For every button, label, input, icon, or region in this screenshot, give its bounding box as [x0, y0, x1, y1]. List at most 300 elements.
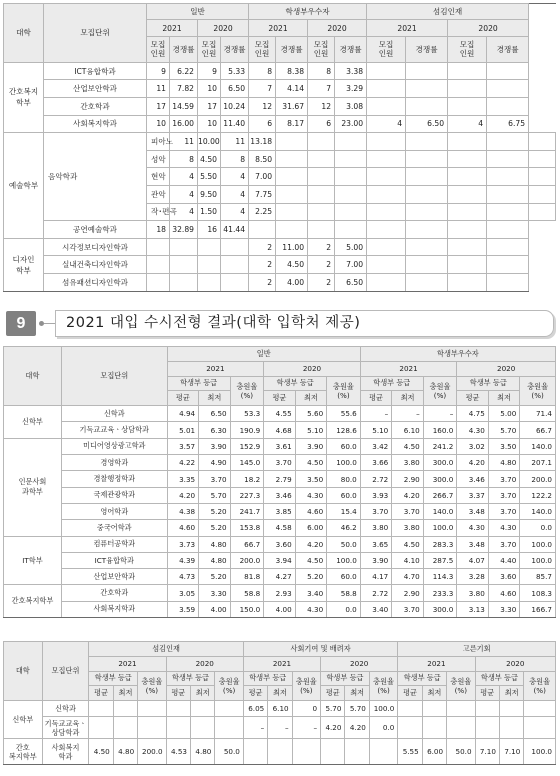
- header-fill-rate: 충원율 (%): [292, 671, 320, 701]
- data-cell: 4.14: [276, 80, 308, 98]
- data-cell: [406, 150, 448, 168]
- header-fill-rate: 충원율 (%): [369, 671, 397, 701]
- table-row: [4, 536, 556, 552]
- data-cell: 3.30: [488, 601, 520, 617]
- data-cell: [422, 717, 446, 739]
- table-row: [4, 503, 556, 519]
- data-cell: [448, 133, 487, 151]
- header-grade: 학생부 등급: [243, 671, 292, 686]
- header-year: 2020: [264, 361, 361, 376]
- data-cell: 1.50: [198, 203, 221, 221]
- data-cell: 6.05: [243, 701, 267, 717]
- data-cell: [147, 273, 170, 291]
- data-cell: 18.2: [230, 471, 264, 487]
- section-number: 9: [6, 311, 36, 336]
- data-cell: 4.20: [345, 717, 369, 739]
- data-cell: 5.50: [198, 168, 221, 186]
- header-min: 최저: [422, 686, 446, 701]
- dept-cell: 인문사회 과학부: [4, 438, 62, 536]
- data-cell: [308, 185, 335, 203]
- data-cell: 3.38: [335, 62, 367, 80]
- data-cell: [367, 133, 406, 151]
- program-name: 작･편곡: [147, 203, 170, 221]
- data-cell: 4.20: [295, 536, 327, 552]
- data-cell: 100.0: [369, 701, 397, 717]
- data-cell: 4.00: [276, 273, 308, 291]
- program-name: 현악: [147, 168, 170, 186]
- data-cell: 3.57: [167, 438, 199, 454]
- data-cell: [147, 256, 170, 274]
- data-cell: 283.3: [423, 536, 457, 552]
- data-cell: 12: [249, 97, 276, 115]
- table-row: [4, 238, 556, 256]
- data-cell: 3.40: [360, 601, 392, 617]
- data-cell: 4.39: [167, 552, 199, 568]
- data-cell: [367, 62, 406, 80]
- data-cell: [499, 701, 523, 717]
- data-cell: 3.80: [392, 520, 424, 536]
- data-cell: 241.7: [230, 503, 264, 519]
- admission-table-2: [3, 346, 556, 618]
- data-cell: 3.90: [295, 438, 327, 454]
- header-quota: 모집 인원: [367, 36, 406, 62]
- data-cell: [448, 168, 487, 186]
- header-unit: 모집단위: [61, 347, 167, 406]
- header-min: 최저: [392, 391, 424, 406]
- data-cell: [487, 185, 529, 203]
- data-cell: 0: [292, 701, 320, 717]
- header-general: 일반: [167, 347, 360, 362]
- dept-cell: 간호복지학부: [4, 585, 62, 618]
- header-min: 최저: [488, 391, 520, 406]
- data-cell: [367, 273, 406, 291]
- data-cell: 7.75: [249, 185, 276, 203]
- data-cell: [448, 185, 487, 203]
- data-cell: [406, 80, 448, 98]
- data-cell: [335, 150, 367, 168]
- data-cell: 11.40: [221, 115, 249, 133]
- data-cell: 10: [198, 80, 221, 98]
- program-name: 산업보안학과: [61, 569, 167, 585]
- data-cell: 8.50: [249, 150, 276, 168]
- data-cell: 4.07: [457, 552, 489, 568]
- data-cell: [308, 221, 335, 239]
- data-cell: 4: [170, 185, 198, 203]
- header-dept: 대학: [4, 347, 62, 406]
- header-competition: 경쟁률: [170, 36, 198, 62]
- data-cell: 4.50: [295, 455, 327, 471]
- data-cell: 2: [308, 238, 335, 256]
- data-cell: 6.10: [392, 422, 424, 438]
- data-cell: [448, 273, 487, 291]
- data-cell: 241.2: [423, 438, 457, 454]
- data-cell: 8: [249, 62, 276, 80]
- data-cell: [308, 150, 335, 168]
- data-cell: 200.0: [230, 552, 264, 568]
- program-name: 사회복지학과: [61, 601, 167, 617]
- data-cell: 5.00: [335, 238, 367, 256]
- header-fill-rate: 충원율 (%): [327, 376, 361, 406]
- data-cell: 3.90: [360, 552, 392, 568]
- table-row: [4, 455, 556, 471]
- data-cell: 160.0: [423, 422, 457, 438]
- data-cell: 7: [308, 80, 335, 98]
- data-cell: 9: [147, 62, 170, 80]
- data-cell: 300.0: [423, 471, 457, 487]
- header-excellent-student: 학생부우수자: [360, 347, 555, 362]
- data-cell: 100.0: [520, 552, 556, 568]
- data-cell: [276, 168, 308, 186]
- data-cell: 200.0: [138, 739, 166, 765]
- header-unit: 모집단위: [44, 4, 147, 63]
- data-cell: 5.70: [488, 422, 520, 438]
- header-year: 2021: [398, 656, 475, 671]
- data-cell: 71.4: [520, 406, 556, 422]
- header-grade: 학생부 등급: [264, 376, 327, 391]
- header-year: 2021: [360, 361, 457, 376]
- data-cell: [448, 203, 487, 221]
- data-cell: [292, 739, 320, 765]
- data-cell: 10: [198, 115, 221, 133]
- data-cell: 4.20: [392, 487, 424, 503]
- header-grade: 학생부 등급: [360, 376, 423, 391]
- data-cell: 0.0: [369, 717, 397, 739]
- table-row: [4, 701, 556, 717]
- section-header: [3, 308, 556, 338]
- table-row: [4, 97, 556, 115]
- data-cell: 4.60: [167, 520, 199, 536]
- data-cell: 4: [221, 203, 249, 221]
- data-cell: 5.70: [345, 701, 369, 717]
- data-cell: –: [268, 717, 292, 739]
- data-cell: [406, 238, 448, 256]
- data-cell: 2.72: [360, 471, 392, 487]
- data-cell: [89, 717, 113, 739]
- data-cell: 81.8: [230, 569, 264, 585]
- data-cell: 3.85: [264, 503, 296, 519]
- header-dept: 대학: [4, 4, 44, 63]
- header-dept: 대학: [4, 642, 43, 701]
- data-cell: 4.90: [199, 455, 231, 471]
- data-cell: 4.55: [264, 406, 296, 422]
- header-year: 2021: [243, 656, 320, 671]
- data-cell: [221, 256, 249, 274]
- data-cell: 4.10: [392, 552, 424, 568]
- table-row: [4, 601, 556, 617]
- data-cell: 5.20: [199, 503, 231, 519]
- data-cell: 7.00: [335, 256, 367, 274]
- data-cell: [191, 701, 215, 717]
- data-cell: [308, 168, 335, 186]
- data-cell: 4.80: [191, 739, 215, 765]
- data-cell: 7.82: [170, 80, 198, 98]
- table-row: [4, 471, 556, 487]
- data-cell: 6.75: [487, 115, 529, 133]
- header-fill-rate: 충원율 (%): [524, 671, 556, 701]
- header-grade: 학생부 등급: [321, 671, 370, 686]
- data-cell: 4.30: [295, 601, 327, 617]
- data-cell: [448, 80, 487, 98]
- data-cell: 3.08: [335, 97, 367, 115]
- data-cell: 114.3: [423, 569, 457, 585]
- data-cell: [321, 739, 345, 765]
- data-cell: 3.48: [457, 503, 489, 519]
- data-cell: [276, 185, 308, 203]
- data-cell: 145.0: [230, 455, 264, 471]
- data-cell: [198, 273, 221, 291]
- data-cell: [406, 62, 448, 80]
- data-cell: [367, 238, 406, 256]
- data-cell: [406, 203, 448, 221]
- data-cell: 3.40: [295, 585, 327, 601]
- data-cell: 2: [249, 273, 276, 291]
- admission-table-3: [3, 641, 556, 765]
- data-cell: 50.0: [327, 536, 361, 552]
- data-cell: 166.7: [520, 601, 556, 617]
- table-row: [4, 422, 556, 438]
- subdept-cell: 음악학과: [44, 133, 147, 221]
- data-cell: [529, 203, 556, 221]
- data-cell: 23.00: [335, 115, 367, 133]
- data-cell: 5.01: [167, 422, 199, 438]
- data-cell: [249, 221, 276, 239]
- data-cell: 12: [308, 97, 335, 115]
- data-cell: 14.59: [170, 97, 198, 115]
- data-cell: 3.70: [392, 601, 424, 617]
- data-cell: 3.70: [488, 536, 520, 552]
- header-excellent-student: 학생부우수자: [249, 4, 367, 20]
- data-cell: 4.80: [113, 739, 137, 765]
- data-cell: [487, 133, 529, 151]
- data-cell: [367, 168, 406, 186]
- data-cell: [276, 221, 308, 239]
- data-cell: 11: [170, 133, 198, 151]
- data-cell: 10.00: [198, 133, 221, 151]
- data-cell: [487, 203, 529, 221]
- data-cell: 3.48: [457, 536, 489, 552]
- data-cell: 100.0: [327, 552, 361, 568]
- table-row: [4, 438, 556, 454]
- data-cell: 2.93: [264, 585, 296, 601]
- data-cell: [138, 717, 166, 739]
- data-cell: [447, 701, 475, 717]
- data-cell: [529, 168, 556, 186]
- data-cell: 6.50: [221, 80, 249, 98]
- data-cell: 3.59: [167, 601, 199, 617]
- data-cell: 5.70: [199, 487, 231, 503]
- data-cell: 4.94: [167, 406, 199, 422]
- data-cell: 3.66: [360, 455, 392, 471]
- program-name: 실내건축디자인학과: [44, 256, 147, 274]
- data-cell: [369, 739, 397, 765]
- data-cell: 3.70: [488, 471, 520, 487]
- header-avg: 평균: [167, 391, 199, 406]
- header-year: 2021: [367, 20, 448, 36]
- data-cell: 0.0: [520, 520, 556, 536]
- data-cell: 4.50: [276, 256, 308, 274]
- header-avg: 평균: [243, 686, 267, 701]
- table-row: [4, 80, 556, 98]
- data-cell: 41.44: [221, 221, 249, 239]
- data-cell: 11: [221, 133, 249, 151]
- program-name: 신학과: [42, 701, 89, 717]
- data-cell: 150.0: [230, 601, 264, 617]
- data-cell: 4.20: [321, 717, 345, 739]
- data-cell: 300.0: [423, 455, 457, 471]
- data-cell: 3.70: [392, 503, 424, 519]
- data-cell: 60.0: [327, 569, 361, 585]
- data-cell: 17: [198, 97, 221, 115]
- data-cell: 3.29: [335, 80, 367, 98]
- data-cell: 5.00: [488, 406, 520, 422]
- data-cell: 13.18: [249, 133, 276, 151]
- data-cell: 6.50: [199, 406, 231, 422]
- data-cell: [406, 256, 448, 274]
- program-name: ICT융합학과: [44, 62, 147, 80]
- data-cell: 2: [308, 256, 335, 274]
- data-cell: 10.24: [221, 97, 249, 115]
- header-year: 2021: [89, 656, 166, 671]
- program-name: 간호학과: [61, 585, 167, 601]
- data-cell: 3.60: [488, 569, 520, 585]
- header-year: 2020: [166, 656, 243, 671]
- program-name: 관악: [147, 185, 170, 203]
- header-year: 2020: [321, 656, 398, 671]
- data-cell: [170, 256, 198, 274]
- data-cell: [524, 717, 556, 739]
- data-cell: 8: [170, 150, 198, 168]
- header-quota: 모집 인원: [308, 36, 335, 62]
- header-servant-talent: 섬김인재: [89, 642, 243, 657]
- data-cell: 66.7: [520, 422, 556, 438]
- program-name: 사회복지학과: [44, 115, 147, 133]
- data-cell: [406, 185, 448, 203]
- data-cell: 3.35: [167, 471, 199, 487]
- data-cell: [191, 717, 215, 739]
- data-cell: [367, 221, 406, 239]
- header-min: 최저: [113, 686, 137, 701]
- header-fill-rate: 충원율 (%): [138, 671, 166, 701]
- dept-cell: 신학부: [4, 701, 43, 739]
- dept-cell: 신학부: [4, 406, 62, 439]
- program-name: 간호학과: [44, 97, 147, 115]
- data-cell: 6.10: [268, 701, 292, 717]
- data-cell: [406, 221, 448, 239]
- data-cell: 3.05: [167, 585, 199, 601]
- header-year: 2020: [475, 656, 555, 671]
- data-cell: 7.00: [249, 168, 276, 186]
- data-cell: 2: [249, 238, 276, 256]
- data-cell: [335, 185, 367, 203]
- data-cell: 100.0: [524, 739, 556, 765]
- data-cell: 7.10: [475, 739, 499, 765]
- data-cell: 6.22: [170, 62, 198, 80]
- data-cell: 3.46: [457, 471, 489, 487]
- data-cell: 2: [308, 273, 335, 291]
- header-avg: 평균: [475, 686, 499, 701]
- header-grade: 학생부 등급: [167, 376, 230, 391]
- data-cell: 3.80: [457, 585, 489, 601]
- data-cell: [166, 701, 190, 717]
- data-cell: 5.20: [295, 569, 327, 585]
- data-cell: 9: [198, 62, 221, 80]
- data-cell: [487, 273, 529, 291]
- data-cell: 4.30: [457, 422, 489, 438]
- program-name: 섬유패션디자인학과: [44, 273, 147, 291]
- data-cell: 6.30: [199, 422, 231, 438]
- header-grade: 학생부 등급: [398, 671, 447, 686]
- data-cell: 2: [249, 256, 276, 274]
- data-cell: 4.50: [89, 739, 113, 765]
- data-cell: [406, 97, 448, 115]
- data-cell: [487, 168, 529, 186]
- data-cell: 60.0: [327, 438, 361, 454]
- program-name: 피아노: [147, 133, 170, 151]
- header-avg: 평균: [166, 686, 190, 701]
- header-competition: 경쟁률: [335, 36, 367, 62]
- data-cell: [487, 238, 529, 256]
- data-cell: 5.20: [199, 569, 231, 585]
- data-cell: 100.0: [423, 520, 457, 536]
- header-quota: 모집 인원: [147, 36, 170, 62]
- dept-cell: 간호복지 학부: [4, 62, 44, 132]
- data-cell: 5.55: [398, 739, 422, 765]
- header-social-contribution: 사회기여 및 배려자: [243, 642, 397, 657]
- data-cell: 4.80: [199, 536, 231, 552]
- data-cell: 3.65: [360, 536, 392, 552]
- data-cell: 4.50: [392, 536, 424, 552]
- data-cell: 108.3: [520, 585, 556, 601]
- data-cell: [221, 273, 249, 291]
- data-cell: 5.33: [221, 62, 249, 80]
- program-name: 영어학과: [61, 503, 167, 519]
- data-cell: 3.30: [199, 585, 231, 601]
- table-row: [4, 739, 556, 765]
- data-cell: 4.50: [198, 150, 221, 168]
- data-cell: 4.40: [488, 552, 520, 568]
- program-name: 기독교교육ㆍ 상담학과: [42, 717, 89, 739]
- data-cell: [367, 185, 406, 203]
- data-cell: [113, 717, 137, 739]
- data-cell: 10: [147, 115, 170, 133]
- data-cell: 80.0: [327, 471, 361, 487]
- data-cell: 5.20: [199, 520, 231, 536]
- header-year: 2020: [448, 20, 529, 36]
- data-cell: 50.0: [447, 739, 475, 765]
- data-cell: 4.53: [166, 739, 190, 765]
- data-cell: 4.20: [167, 487, 199, 503]
- data-cell: [448, 256, 487, 274]
- header-fill-rate: 충원율 (%): [520, 376, 556, 406]
- program-name: 기독교교육ㆍ상담학과: [61, 422, 167, 438]
- section-title-box: [55, 310, 554, 337]
- header-fill-rate: 충원율 (%): [423, 376, 457, 406]
- header-grade: 학생부 등급: [89, 671, 138, 686]
- header-grade: 학생부 등급: [166, 671, 215, 686]
- header-year: 2021: [249, 20, 308, 36]
- header-quota: 모집 인원: [198, 36, 221, 62]
- header-min: 최저: [199, 391, 231, 406]
- data-cell: 227.3: [230, 487, 264, 503]
- dept-cell: 예술학부: [4, 133, 44, 239]
- data-cell: [170, 238, 198, 256]
- data-cell: 3.28: [457, 569, 489, 585]
- data-cell: 4: [221, 185, 249, 203]
- data-cell: [170, 273, 198, 291]
- table-row: [4, 717, 556, 739]
- program-name: 산업보안학과: [44, 80, 147, 98]
- data-cell: 11: [147, 80, 170, 98]
